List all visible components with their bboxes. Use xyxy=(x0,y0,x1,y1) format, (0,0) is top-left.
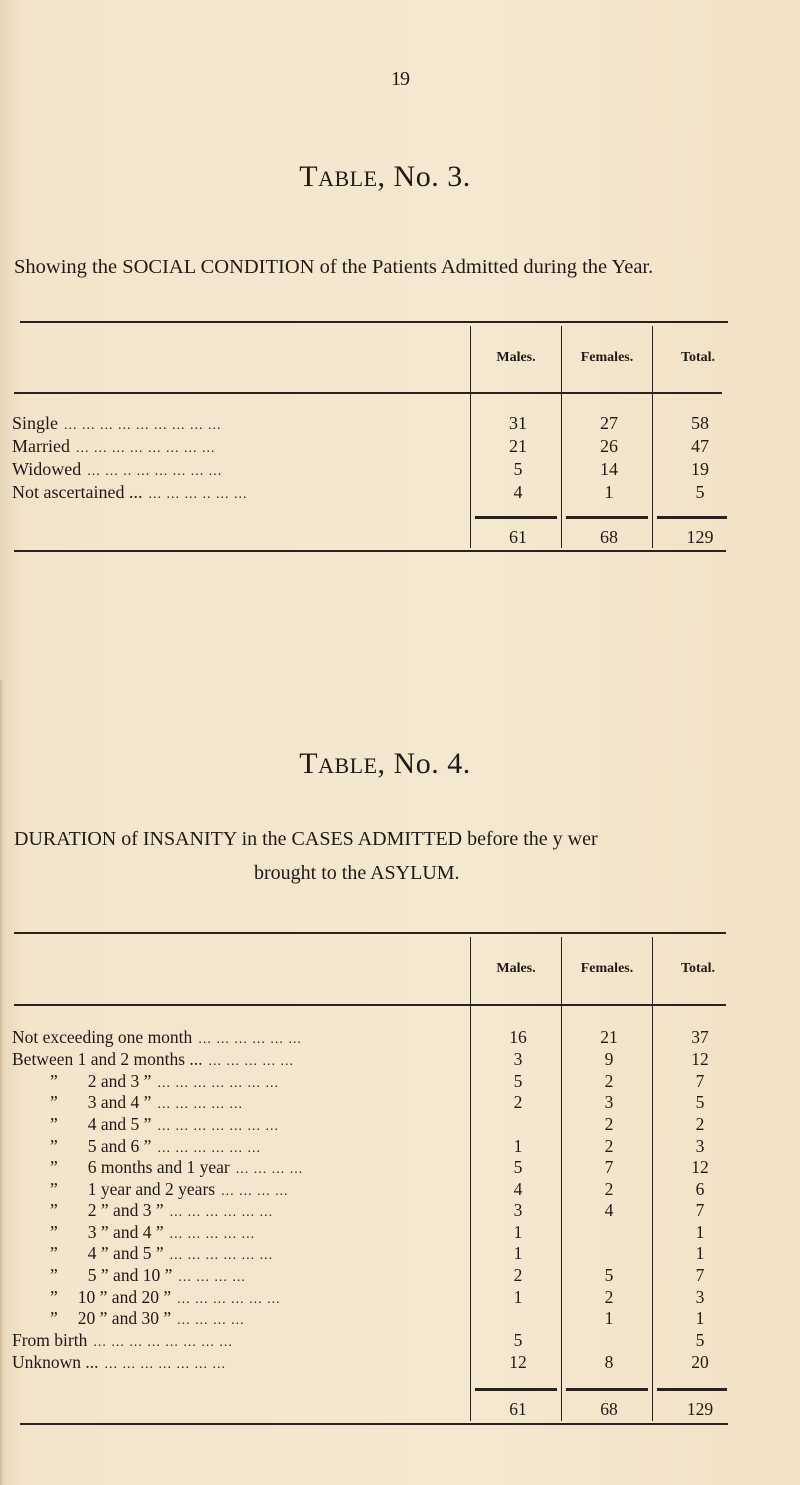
cell-females: 14 xyxy=(600,459,618,479)
title-initial: T xyxy=(299,160,319,193)
leader-dots: ... ... ... ... ... ... xyxy=(169,1205,274,1220)
leader-dots: ... ... ... ... ... ... ... ... ... xyxy=(64,418,222,433)
row-label: Widowed xyxy=(12,459,82,479)
cell-females: 27 xyxy=(600,413,618,433)
cell-females: 5 xyxy=(604,1265,614,1285)
cell-males: 2 xyxy=(513,1092,523,1112)
cell-males: 4 xyxy=(513,1179,523,1199)
cell-females: 2 xyxy=(604,1114,614,1134)
row-label: Unknown ... xyxy=(12,1352,99,1372)
row-label: Between 1 and 2 months ... xyxy=(12,1049,203,1069)
leader-dots: ... ... ... ... ... ... ... xyxy=(157,1076,279,1091)
table4-title xyxy=(0,747,770,781)
table3-top-rule xyxy=(20,321,728,323)
leader-dots: ... ... .. ... ... ... ... ... xyxy=(87,464,223,479)
cell-males: 1 xyxy=(513,1287,523,1307)
cell-total: 7 xyxy=(695,1071,705,1091)
book-binding-edge xyxy=(0,680,6,1485)
cell-males: 2 xyxy=(513,1265,523,1285)
cell-males: 21 xyxy=(509,436,527,456)
leader-dots: ... ... ... ... xyxy=(177,1313,245,1328)
cell-total: 5 xyxy=(695,1092,705,1112)
page-number: 19 xyxy=(391,68,409,90)
row-label: 20 ” and 30 ” xyxy=(77,1308,172,1328)
leader-dots: ... ... ... ... ... ... xyxy=(177,1292,281,1307)
title-number: , No. 3. xyxy=(377,160,471,193)
leader-dots: ... ... ... ... ... ... ... ... xyxy=(93,1335,233,1350)
cell-total: 3 xyxy=(695,1287,705,1307)
ditto-mark: ” xyxy=(50,1265,58,1285)
leader-dots: ... ... ... .. ... ... xyxy=(148,487,248,502)
cell-females: 21 xyxy=(600,1027,618,1047)
cell-females: 9 xyxy=(604,1049,614,1069)
cell-total: 1 xyxy=(695,1222,705,1242)
leader-dots: ... ... ... ... ... ... xyxy=(157,1141,261,1156)
cell-females: 2 xyxy=(604,1136,614,1156)
cell-females: 26 xyxy=(600,436,618,456)
ditto-mark: ” xyxy=(50,1071,58,1091)
cell-males: 16 xyxy=(509,1027,527,1047)
leader-dots: ... ... ... ... ... xyxy=(208,1054,295,1069)
cell-males: 4 xyxy=(513,482,523,502)
leader-dots: ... ... ... ... ... ... ... ... xyxy=(75,441,216,456)
title-smallcaps: ABLE xyxy=(318,753,378,778)
table3-subtitle: Showing the SOCIAL CONDITION of the Patients Admitted during the Year. xyxy=(14,256,654,278)
leader-dots: ... ... ... ... xyxy=(235,1162,304,1177)
cell-females: 2 xyxy=(604,1287,614,1307)
sum-rule xyxy=(657,1388,727,1391)
table4-header-rule xyxy=(14,1004,726,1006)
table4-header-total: Total. xyxy=(680,961,716,976)
row-label: 5 and 6 ” xyxy=(87,1136,152,1156)
cell-females: 3 xyxy=(604,1092,614,1112)
table3-header-rule xyxy=(14,392,722,394)
ditto-mark: ” xyxy=(50,1222,58,1242)
cell-total: 1 xyxy=(695,1308,705,1328)
leader-dots: ... ... ... ... ... ... ... xyxy=(104,1357,227,1372)
cell-females: 8 xyxy=(604,1352,614,1372)
table3-title xyxy=(0,160,770,194)
cell-females: 2 xyxy=(604,1179,614,1199)
row-label: 10 ” and 20 ” xyxy=(77,1287,172,1307)
ditto-mark: ” xyxy=(50,1179,58,1199)
leader-dots: ... ... ... ... xyxy=(221,1184,289,1199)
leader-dots: ... ... ... ... ... ... xyxy=(198,1032,302,1047)
cell-total: 3 xyxy=(695,1136,705,1156)
table4-subtitle-line1: DURATION of INSANITY in the CASES ADMITTED before the y wer xyxy=(14,828,598,850)
cell-total: 7 xyxy=(695,1200,705,1220)
cell-males: 3 xyxy=(513,1049,523,1069)
table4-header-males: Males. xyxy=(496,961,536,976)
leader-dots: ... ... ... ... ... xyxy=(169,1227,256,1242)
cell-males: 1 xyxy=(513,1136,523,1156)
cell-total: 5 xyxy=(695,1330,705,1350)
row-label: From birth xyxy=(12,1330,88,1350)
row-label: Not ascertained ... xyxy=(12,482,143,502)
row-label: Married xyxy=(12,436,70,456)
total-all: 129 xyxy=(686,527,714,547)
sum-rule xyxy=(566,1388,648,1391)
cell-total: 20 xyxy=(691,1352,709,1372)
cell-total: 47 xyxy=(691,436,709,456)
title-smallcaps: ABLE xyxy=(318,166,378,191)
total-males: 61 xyxy=(509,527,527,547)
ditto-mark: ” xyxy=(50,1092,58,1112)
cell-males: 1 xyxy=(513,1222,523,1242)
row-label: 2 and 3 ” xyxy=(87,1071,152,1091)
cell-females: 2 xyxy=(604,1071,614,1091)
table3-bottom-rule xyxy=(14,550,726,552)
cell-total: 5 xyxy=(695,482,705,502)
table4-top-rule xyxy=(14,932,726,934)
cell-males: 5 xyxy=(513,1157,523,1177)
cell-total: 12 xyxy=(691,1049,709,1069)
cell-total: 1 xyxy=(695,1243,705,1263)
table4-subtitle-line2: brought to the ASYLUM. xyxy=(254,862,460,884)
ditto-mark: ” xyxy=(50,1157,58,1177)
cell-males: 12 xyxy=(509,1352,527,1372)
ditto-mark: ” xyxy=(50,1308,58,1328)
cell-total: 6 xyxy=(695,1179,705,1199)
title-initial: T xyxy=(299,747,319,780)
sum-rule xyxy=(475,1388,557,1391)
row-label: 5 ” and 10 ” xyxy=(87,1265,173,1285)
table3-header-females: Females. xyxy=(580,350,634,365)
table4-col-divider xyxy=(470,937,471,1421)
total-females: 68 xyxy=(600,527,618,547)
cell-males: 3 xyxy=(513,1200,523,1220)
row-label: Single xyxy=(12,413,59,433)
title-number: , No. 4. xyxy=(377,747,471,780)
ditto-mark: ” xyxy=(50,1243,58,1263)
cell-males: 5 xyxy=(513,1330,523,1350)
row-label: 4 ” and 5 ” xyxy=(87,1243,164,1263)
total-all: 129 xyxy=(686,1399,714,1419)
ditto-mark: ” xyxy=(50,1114,58,1134)
leader-dots: ... ... ... ... xyxy=(178,1270,246,1285)
sum-rule xyxy=(475,516,557,519)
total-females: 68 xyxy=(600,1399,618,1419)
cell-males: 31 xyxy=(509,413,527,433)
row-label: Not exceeding one month xyxy=(12,1027,193,1047)
row-label: 6 months and 1 year xyxy=(87,1157,230,1177)
row-label: 4 and 5 ” xyxy=(87,1114,152,1134)
cell-females: 1 xyxy=(604,1308,614,1328)
cell-males: 5 xyxy=(513,459,523,479)
table3-header-males: Males. xyxy=(496,350,536,365)
leader-dots: ... ... ... ... ... ... xyxy=(169,1248,274,1263)
cell-total: 19 xyxy=(691,459,709,479)
leader-dots: ... ... ... ... ... xyxy=(157,1097,243,1112)
cell-total: 58 xyxy=(691,413,709,433)
sum-rule xyxy=(566,516,648,519)
cell-males: 1 xyxy=(513,1243,523,1263)
cell-females: 7 xyxy=(604,1157,614,1177)
ditto-mark: ” xyxy=(50,1136,58,1156)
sum-rule xyxy=(657,516,727,519)
row-label: 1 year and 2 years xyxy=(87,1179,216,1199)
leader-dots: ... ... ... ... ... ... ... xyxy=(157,1119,279,1134)
cell-males: 5 xyxy=(513,1071,523,1091)
table4-header-females: Females. xyxy=(580,961,634,976)
row-label: 2 ” and 3 ” xyxy=(87,1200,164,1220)
cell-total: 2 xyxy=(695,1114,705,1134)
ditto-mark: ” xyxy=(50,1287,58,1307)
cell-total: 12 xyxy=(691,1157,709,1177)
cell-total: 7 xyxy=(695,1265,705,1285)
row-label: 3 ” and 4 ” xyxy=(87,1222,164,1242)
row-label: 3 and 4 ” xyxy=(87,1092,152,1112)
cell-females: 1 xyxy=(604,482,614,502)
cell-females: 4 xyxy=(604,1200,614,1220)
total-males: 61 xyxy=(509,1399,527,1419)
ditto-mark: ” xyxy=(50,1200,58,1220)
table4-bottom-rule xyxy=(20,1423,728,1425)
table3-header-total: Total. xyxy=(680,350,716,365)
cell-total: 37 xyxy=(691,1027,709,1047)
